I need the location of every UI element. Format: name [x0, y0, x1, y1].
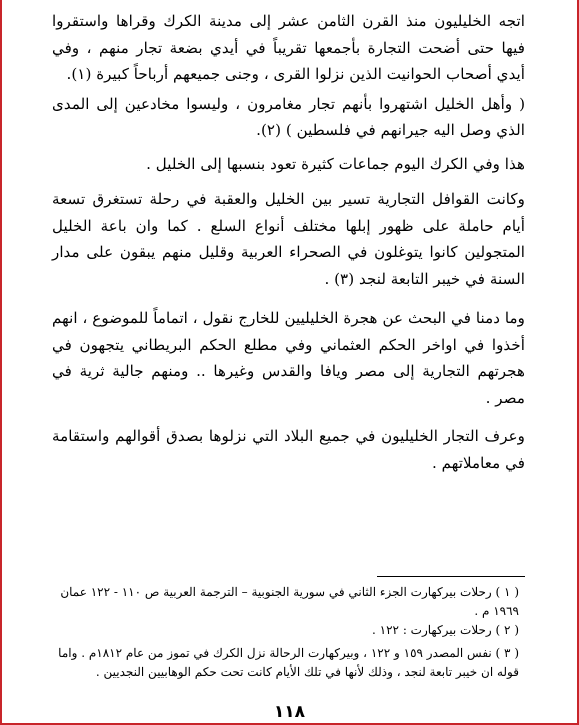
paragraph-4: وكانت القوافل التجارية تسير بين الخليل والعقبة في رحلة تستغرق تسعة أيام حاملة على ظهور إبلها مختلف أنواع السلع . كما وان باعة الخليل المتجولين كانوا يتوغلون في الصحراء العربية وقليل منهم يبقون على مدار السنة في خيبر التابعة لنجد (٣) .	[52, 190, 525, 288]
paragraph-3: هذا وفي الكرك اليوم جماعات كثيرة تعود بنسبها إلى الخليل .	[146, 154, 525, 173]
footnote-2: ( ٢ ) رحلات بيركهارت : ١٢٢ .	[372, 623, 519, 637]
paragraph-1: اتجه الخليليون منذ القرن الثامن عشر إلى مدينة الكرك وقراها واستقروا فيها حتى أضحت التجارة بأجمعها تقريباً في أيدي بضعة تجار منهم ، وفي أيدي أصحاب الحوانيت الذين نزلوا القرى ، وجنى جميعهم أرباحاً كبيرة (١).	[52, 12, 525, 83]
footnote-divider	[377, 576, 525, 577]
footnote-3: ( ٣ ) نفس المصدر ١٥٩ و ١٢٢ ، وبيركهارت الرحالة نزل الكرك في تموز من عام ١٨١٢م . واما قوله ان خيبر تابعة لنجد ، وذلك لأنها في تلك الأيام كانت تحت حكم الوهابيين النجديين .	[58, 646, 519, 679]
paragraph-5: وما دمنا في البحث عن هجرة الخليليين للخارج نقول ، اتماماً للموضوع ، انهم أخذوا في اواخر الحكم العثماني وفي مطلع الحكم البريطاني يتجهون في هجرتهم التجارية إلى مصر ويافا والقدس وغيرها .. ومنهم جالية ثرية في مصر .	[52, 309, 525, 407]
footnote-1: ( ١ ) رحلات بيركهارت الجزء الثاني في سورية الجنوبية – الترجمة العربية ص ١١٠ - ١٢٢ عمان ١٩٦٩ م .	[60, 585, 519, 618]
body-text	[52, 8, 525, 476]
footnotes	[54, 583, 519, 682]
page-number: ١١٨	[273, 702, 306, 722]
paragraph-2: ( وأهل الخليل اشتهروا بأنهم تجار مغامرون ، وليسوا مخادعين إلى المدى الذي وصل اليه جيرانهم في فلسطين ) (٢).	[52, 94, 525, 139]
paragraph-6: وعرف التجار الخليليون في جميع البلاد التي نزلوها بصدق أقوالهم واستقامة في معاملاتهم .	[52, 427, 525, 472]
